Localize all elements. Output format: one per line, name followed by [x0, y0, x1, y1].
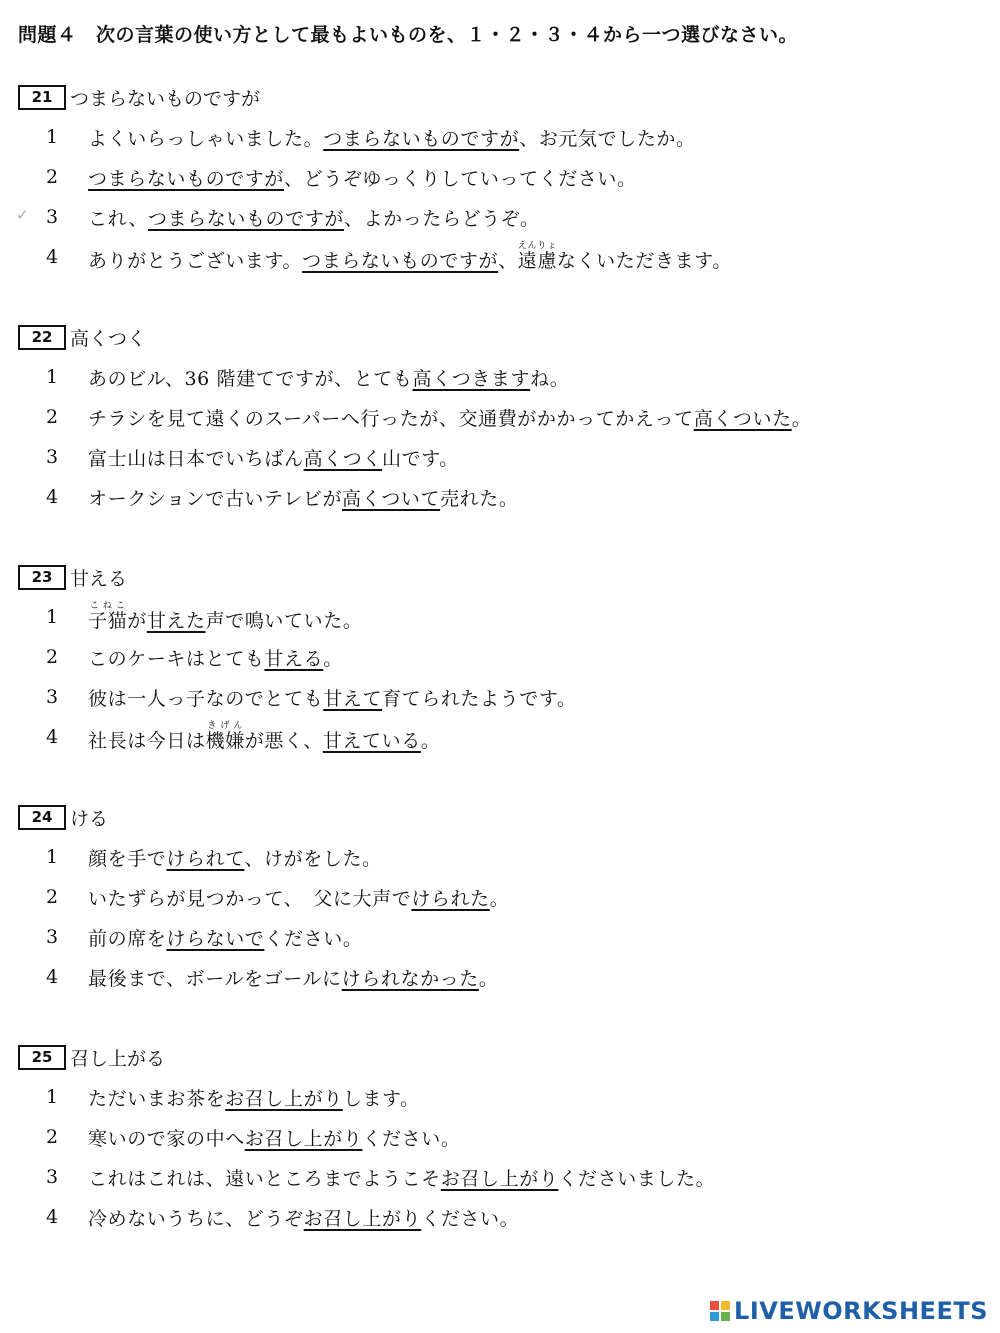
- text-segment: 彼は一人っ子なのでとても: [88, 687, 324, 710]
- text-segment: ください。: [362, 1127, 461, 1150]
- answer-option[interactable]: [46, 442, 459, 472]
- question-number: 25: [18, 1045, 66, 1070]
- ruby-base: 遠慮: [517, 250, 557, 272]
- text-segment: 声で鳴いていた。: [205, 610, 363, 632]
- text-segment: ありがとうございます。: [88, 250, 303, 272]
- option-number: 2: [46, 1126, 59, 1148]
- question-number: 24: [18, 805, 66, 830]
- question-number: 23: [18, 565, 66, 590]
- option-number: 3: [46, 1166, 59, 1188]
- text-segment: 。: [323, 647, 343, 670]
- answer-option[interactable]: [46, 682, 577, 712]
- ruby-word: [88, 601, 128, 632]
- question-header: [18, 1044, 165, 1070]
- text-segment: 売れた。: [440, 487, 519, 510]
- answer-option[interactable]: [46, 1162, 715, 1192]
- logo-square: [721, 1301, 730, 1310]
- option-number: 2: [46, 886, 59, 908]
- underlined-target: けられて: [166, 847, 245, 870]
- answer-option[interactable]: [46, 362, 569, 392]
- text-segment: 。: [478, 967, 499, 990]
- answer-option[interactable]: [46, 482, 518, 512]
- text-segment: 。: [489, 887, 510, 910]
- underlined-target: 甘える: [264, 647, 324, 670]
- text-segment: ください。: [421, 1207, 520, 1230]
- text-segment: このケーキはとても: [88, 647, 265, 670]
- option-number: 2: [46, 406, 59, 428]
- answer-option[interactable]: [46, 242, 732, 272]
- answer-option[interactable]: [46, 602, 362, 632]
- option-text: [88, 601, 362, 633]
- option-number: 3: [46, 206, 59, 228]
- underlined-target: つまらないものですが: [147, 207, 344, 230]
- underlined-target: つまらないものですが: [323, 127, 520, 150]
- option-text: [88, 484, 518, 511]
- option-text: [88, 721, 440, 753]
- ruby-base: 子猫: [88, 610, 128, 632]
- liveworksheets-logo: [710, 1297, 988, 1325]
- underlined-target: けられた: [411, 887, 490, 910]
- answer-option[interactable]: [46, 882, 509, 912]
- underlined-target: お召し上がり: [225, 1087, 343, 1110]
- ruby-word: [205, 721, 245, 752]
- underlined-target: 高くついて: [342, 487, 441, 510]
- text-segment: ください。: [264, 927, 363, 950]
- text-segment: 。: [791, 407, 812, 430]
- text-segment: が悪く、: [244, 730, 323, 752]
- question-word: 甘える: [70, 567, 128, 590]
- ruby-word: [517, 241, 557, 272]
- underlined-target: 高くつきます: [412, 367, 531, 390]
- underlined-target: お召し上がり: [440, 1167, 559, 1190]
- question-word: 召し上がる: [70, 1047, 166, 1070]
- option-number: 1: [46, 606, 59, 628]
- text-segment: 顔を手で: [88, 847, 167, 870]
- option-number: 4: [46, 726, 59, 748]
- text-segment: くださいました。: [558, 1167, 716, 1190]
- question-word: 高くつく: [70, 327, 147, 350]
- logo-squares-icon: [710, 1301, 730, 1321]
- answer-option[interactable]: [46, 162, 637, 192]
- question-word: ける: [70, 807, 109, 830]
- question-word: つまらないものですが: [70, 87, 261, 110]
- option-text: [88, 964, 498, 991]
- ruby-base: 機嫌: [205, 730, 245, 752]
- option-number: 1: [46, 126, 59, 148]
- underlined-target: お召し上がり: [244, 1127, 363, 1150]
- text-segment: 前の席を: [88, 927, 167, 950]
- option-number: 1: [46, 1086, 59, 1108]
- logo-square: [721, 1312, 730, 1321]
- underlined-target: けられなかった: [341, 967, 479, 990]
- question-header: [18, 564, 127, 590]
- option-text: [88, 684, 577, 711]
- option-text: [88, 404, 811, 431]
- text-segment: が: [127, 610, 147, 632]
- text-segment: 寒いので家の中へ: [88, 1127, 245, 1150]
- answer-option[interactable]: [46, 642, 343, 672]
- option-text: [88, 241, 732, 273]
- underlined-target: つまらないものですが: [302, 250, 499, 272]
- text-segment: 。: [420, 730, 441, 752]
- answer-option[interactable]: [46, 1202, 519, 1232]
- question-header: [18, 324, 146, 350]
- option-number: 2: [46, 646, 59, 668]
- option-text: [88, 364, 569, 391]
- text-segment: オークションで古いテレビが: [88, 487, 343, 510]
- option-number: 3: [46, 686, 59, 708]
- logo-square: [710, 1301, 719, 1310]
- option-text: [88, 204, 540, 231]
- option-number: 4: [46, 1206, 59, 1228]
- option-number: 1: [46, 366, 59, 388]
- text-segment: 、よかったらどうぞ。: [343, 207, 540, 230]
- option-text: [88, 444, 459, 471]
- text-segment: 、お元気でしたか。: [519, 127, 696, 150]
- underlined-target: 高くつく: [303, 447, 383, 470]
- option-number: 3: [46, 446, 59, 468]
- question-number: 22: [18, 325, 66, 350]
- page-title: 問題４ 次の言葉の使い方として最もよいものを、１・２・３・４から一つ選びなさい。: [18, 24, 799, 46]
- underlined-target: 甘えた: [146, 610, 206, 632]
- text-segment: 最後まで、ボールをゴールに: [88, 967, 342, 990]
- logo-square: [710, 1312, 719, 1321]
- text-segment: これ、: [88, 207, 148, 230]
- answer-option[interactable]: [46, 962, 498, 992]
- answer-option[interactable]: [46, 402, 811, 432]
- option-number: 2: [46, 166, 59, 188]
- answer-option[interactable]: [46, 722, 440, 752]
- question-header: [18, 84, 260, 110]
- text-segment: 、どうぞゆっくりしていってください。: [284, 167, 637, 190]
- text-segment: 山です。: [382, 447, 459, 470]
- answer-option[interactable]: [46, 922, 362, 952]
- option-text: [88, 644, 343, 671]
- text-segment: いたずらが見つかって、 父に大声で: [88, 887, 412, 910]
- option-number: 4: [46, 246, 59, 268]
- furigana: こねこ: [88, 601, 128, 611]
- text-segment: なくいただきます。: [556, 250, 732, 272]
- text-segment: あのビル、36 階建てですが、とても: [88, 367, 413, 390]
- underlined-target: つまらないものですが: [88, 167, 285, 190]
- furigana: えんりょ: [517, 241, 557, 251]
- option-text: [88, 1164, 715, 1191]
- answer-option[interactable]: [46, 1082, 420, 1112]
- check-mark-icon: ✓: [16, 206, 29, 224]
- text-segment: 富士山は日本でいちばん: [88, 447, 304, 470]
- text-segment: ね。: [530, 367, 570, 390]
- underlined-target: けらないで: [166, 927, 265, 950]
- option-text: [88, 844, 382, 871]
- option-text: [88, 1084, 420, 1111]
- option-text: [88, 1204, 519, 1231]
- underlined-target: 高くついた: [693, 407, 792, 430]
- text-segment: よくいらっしゃいました。: [88, 127, 324, 150]
- text-segment: 冷めないうちに、どうぞ: [88, 1207, 304, 1230]
- underlined-target: 甘えている: [322, 730, 421, 752]
- option-text: [88, 1124, 460, 1151]
- text-segment: 育てられたようです。: [382, 687, 577, 710]
- answer-option[interactable]: [16, 202, 540, 232]
- answer-option[interactable]: [46, 1122, 460, 1152]
- option-text: [88, 124, 696, 151]
- underlined-target: お召し上がり: [303, 1207, 422, 1230]
- answer-option[interactable]: [46, 842, 382, 872]
- text-segment: 社長は今日は: [88, 730, 206, 752]
- logo-text: LIVEWORKSHEETS: [734, 1297, 988, 1325]
- option-number: 3: [46, 926, 59, 948]
- option-text: [88, 884, 509, 911]
- text-segment: します。: [342, 1087, 420, 1110]
- question-header: [18, 804, 108, 830]
- option-number: 1: [46, 846, 59, 868]
- question-number: 21: [18, 85, 66, 110]
- underlined-target: 甘えて: [323, 687, 383, 710]
- option-text: [88, 924, 362, 951]
- text-segment: チラシを見て遠くのスーパーへ行ったが、交通費がかかってかえって: [88, 407, 694, 430]
- text-segment: ただいまお茶を: [88, 1087, 226, 1110]
- option-number: 4: [46, 486, 59, 508]
- answer-option[interactable]: [46, 122, 696, 152]
- option-text: [88, 164, 637, 191]
- text-segment: これはこれは、遠いところまでようこそ: [88, 1167, 441, 1190]
- furigana: きげん: [205, 721, 245, 731]
- text-segment: 、けがをした。: [244, 847, 382, 870]
- option-number: 4: [46, 966, 59, 988]
- text-segment: 、: [498, 250, 518, 272]
